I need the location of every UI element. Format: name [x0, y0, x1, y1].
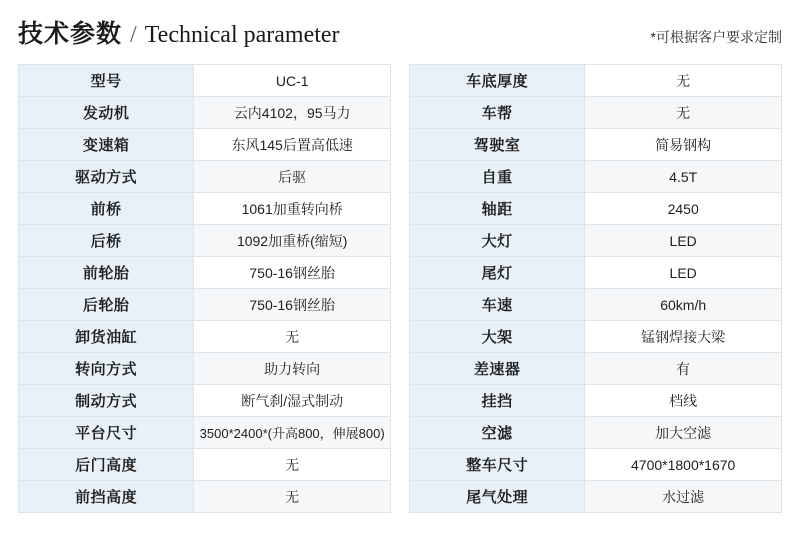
spec-value: 750-16钢丝胎 [194, 257, 391, 289]
table-row [19, 257, 391, 289]
spec-label: 后轮胎 [19, 289, 194, 321]
spec-label: 驱动方式 [19, 161, 194, 193]
table-row [19, 481, 391, 513]
table-row [19, 161, 391, 193]
table-row [410, 321, 782, 353]
table-row [19, 417, 391, 449]
page-title-cn: 技术参数 [18, 20, 123, 48]
spec-label: 制动方式 [19, 385, 194, 417]
spec-value: 无 [585, 97, 782, 129]
spec-label: 前桥 [19, 193, 194, 225]
spec-value: 云内4102，95马力 [194, 97, 391, 129]
spec-value: 3500*2400*(升高800，伸展800) [194, 417, 391, 449]
spec-label: 前轮胎 [19, 257, 194, 289]
spec-value: 无 [194, 481, 391, 513]
spec-label: 前挡高度 [19, 481, 194, 513]
spec-label: 整车尺寸 [410, 449, 585, 481]
spec-label: 后桥 [19, 225, 194, 257]
spec-value: UC-1 [194, 65, 391, 97]
spec-label: 轴距 [410, 193, 585, 225]
table-row [410, 193, 782, 225]
table-row [410, 417, 782, 449]
table-row [19, 385, 391, 417]
spec-value: LED [585, 257, 782, 289]
spec-label: 空滤 [410, 417, 585, 449]
spec-value: 水过滤 [585, 481, 782, 513]
spec-label: 差速器 [410, 353, 585, 385]
spec-label: 大灯 [410, 225, 585, 257]
table-row [19, 289, 391, 321]
spec-label: 卸货油缸 [19, 321, 194, 353]
spec-label: 车帮 [410, 97, 585, 129]
spec-label: 挂挡 [410, 385, 585, 417]
table-row [410, 385, 782, 417]
spec-label: 后门高度 [19, 449, 194, 481]
spec-label: 驾驶室 [410, 129, 585, 161]
spec-value: 4700*1800*1670 [585, 449, 782, 481]
title-separator: / [130, 22, 137, 48]
spec-label: 转向方式 [19, 353, 194, 385]
table-row [410, 289, 782, 321]
spec-value: 断气刹/湿式制动 [194, 385, 391, 417]
spec-value: 无 [194, 449, 391, 481]
spec-label: 车底厚度 [410, 65, 585, 97]
right-spec-table [409, 64, 782, 513]
spec-value: 简易钢构 [585, 129, 782, 161]
spec-value: 750-16钢丝胎 [194, 289, 391, 321]
table-row [410, 65, 782, 97]
spec-label: 平台尺寸 [19, 417, 194, 449]
spec-label: 尾灯 [410, 257, 585, 289]
spec-label: 尾气处理 [410, 481, 585, 513]
page-title [18, 14, 340, 50]
table-row [410, 481, 782, 513]
spec-value: 加大空滤 [585, 417, 782, 449]
page-title-en: Technical parameter [144, 22, 340, 48]
table-row [19, 97, 391, 129]
table-row [410, 97, 782, 129]
table-row [410, 129, 782, 161]
table-row [19, 353, 391, 385]
table-row [19, 129, 391, 161]
spec-value: 锰钢焊接大梁 [585, 321, 782, 353]
table-row [410, 225, 782, 257]
table-row [19, 225, 391, 257]
spec-value: 助力转向 [194, 353, 391, 385]
table-row [410, 353, 782, 385]
spec-tables [18, 64, 782, 513]
table-row [410, 257, 782, 289]
spec-value: 东风145后置高低速 [194, 129, 391, 161]
table-row [19, 65, 391, 97]
table-row [19, 321, 391, 353]
spec-value: 60km/h [585, 289, 782, 321]
spec-label: 变速箱 [19, 129, 194, 161]
spec-value: 后驱 [194, 161, 391, 193]
spec-value: 4.5T [585, 161, 782, 193]
spec-value: 1092加重桥(缩短) [194, 225, 391, 257]
spec-label: 型号 [19, 65, 194, 97]
customization-note: *可根据客户要求定制 [650, 29, 782, 45]
spec-label: 车速 [410, 289, 585, 321]
spec-label: 大架 [410, 321, 585, 353]
spec-value: 1061加重转向桥 [194, 193, 391, 225]
table-row [410, 449, 782, 481]
table-row [410, 161, 782, 193]
spec-value: 无 [585, 65, 782, 97]
spec-label: 发动机 [19, 97, 194, 129]
left-spec-table [18, 64, 391, 513]
page-header [18, 14, 782, 50]
table-row [19, 449, 391, 481]
spec-value: LED [585, 225, 782, 257]
spec-value: 无 [194, 321, 391, 353]
spec-value: 档线 [585, 385, 782, 417]
spec-value: 2450 [585, 193, 782, 225]
spec-label: 自重 [410, 161, 585, 193]
table-row [19, 193, 391, 225]
spec-value: 有 [585, 353, 782, 385]
